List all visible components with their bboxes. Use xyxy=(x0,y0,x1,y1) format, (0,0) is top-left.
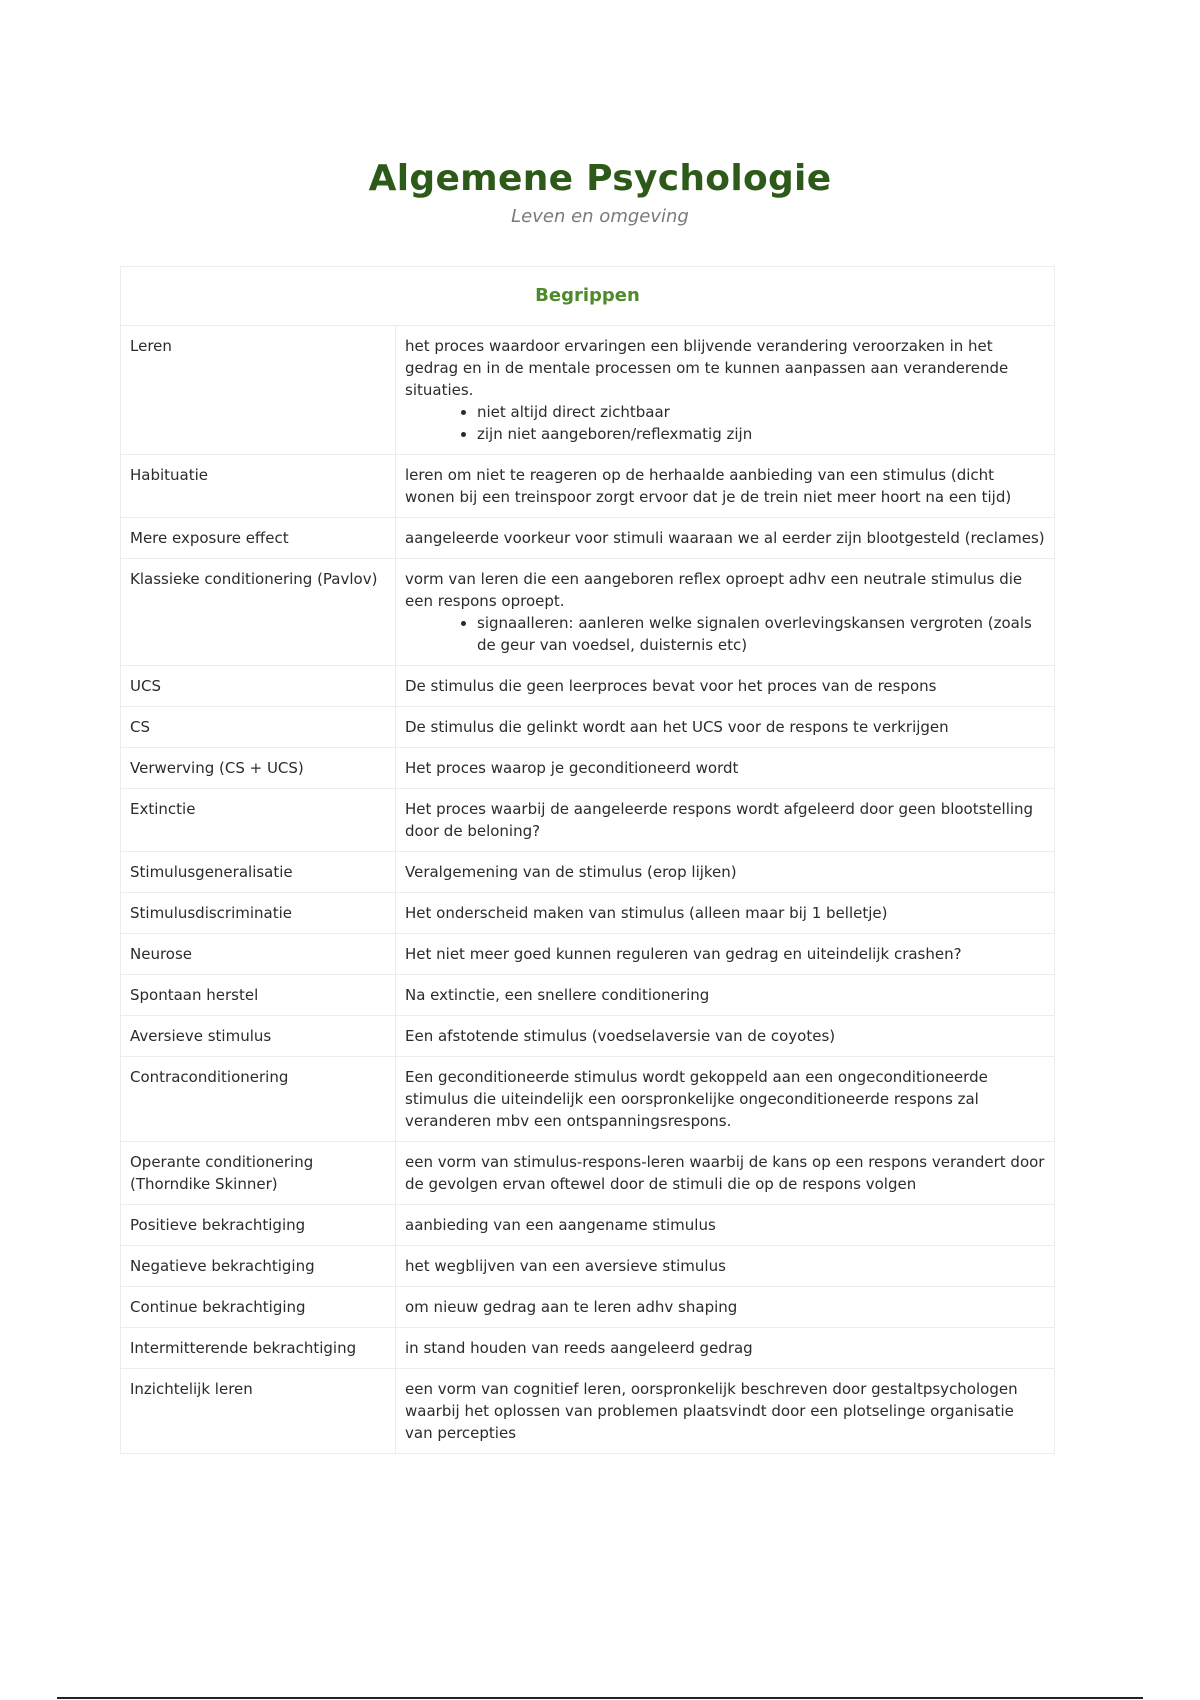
definition-cell xyxy=(396,975,1055,1016)
term-cell: Klassieke conditionering (Pavlov) xyxy=(121,559,396,666)
table-row xyxy=(121,1205,1055,1246)
term-cell: Negatieve bekrachtiging xyxy=(121,1246,396,1287)
term-cell: Leren xyxy=(121,326,396,455)
definition-text: De stimulus die geen leerproces bevat voor het proces van de respons xyxy=(405,677,937,695)
term-cell: Neurose xyxy=(121,934,396,975)
definition-text: Het niet meer goed kunnen reguleren van gedrag en uiteindelijk crashen? xyxy=(405,945,962,963)
definition-text: Het proces waarbij de aangeleerde respons wordt afgeleerd door geen blootstelling door de beloning? xyxy=(405,800,1034,840)
definition-text: het proces waardoor ervaringen een blijvende verandering veroorzaken in het gedrag en in de mentale processen om te kunnen aanpassen aan veranderende situaties. xyxy=(405,337,1009,399)
definition-text: Veralgemening van de stimulus (erop lijken) xyxy=(405,863,737,881)
definition-text: vorm van leren die een aangeboren reflex oproept adhv een neutrale stimulus die een respons oproept. xyxy=(405,570,1023,610)
table-row xyxy=(121,707,1055,748)
bullet-item: • zijn niet aangeboren/reflexmatig zijn xyxy=(477,423,1045,445)
table-row xyxy=(121,893,1055,934)
definition-cell xyxy=(396,666,1055,707)
definition-cell xyxy=(396,852,1055,893)
definition-text: Na extinctie, een snellere conditionering xyxy=(405,986,710,1004)
definition-text: Het onderscheid maken van stimulus (alleen maar bij 1 belletje) xyxy=(405,904,888,922)
definition-cell xyxy=(396,1246,1055,1287)
term-cell: Inzichtelijk leren xyxy=(121,1369,396,1454)
definition-cell xyxy=(396,1287,1055,1328)
term-cell: Extinctie xyxy=(121,789,396,852)
definition-cell xyxy=(396,1142,1055,1205)
table-row xyxy=(121,934,1055,975)
term-cell: CS xyxy=(121,707,396,748)
table-row xyxy=(121,748,1055,789)
term-cell: Positieve bekrachtiging xyxy=(121,1205,396,1246)
term-cell: Habituatie xyxy=(121,455,396,518)
term-cell: Verwerving (CS + UCS) xyxy=(121,748,396,789)
term-cell: Intermitterende bekrachtiging xyxy=(121,1328,396,1369)
table-row xyxy=(121,666,1055,707)
bullet-item: • signaalleren: aanleren welke signalen overlevingskansen vergroten (zoals de geur van voedsel, duisternis etc) xyxy=(477,612,1045,656)
bottom-divider xyxy=(57,1697,1143,1699)
page-subtitle: Leven en omgeving xyxy=(511,206,689,227)
definition-cell xyxy=(396,1328,1055,1369)
table-row xyxy=(121,789,1055,852)
table-row xyxy=(121,1057,1055,1142)
term-cell: Operante conditionering (Thorndike Skinner) xyxy=(121,1142,396,1205)
table-row xyxy=(121,326,1055,455)
definition-cell xyxy=(396,789,1055,852)
definition-cell xyxy=(396,1205,1055,1246)
term-cell: Stimulusdiscriminatie xyxy=(121,893,396,934)
definition-cell xyxy=(396,893,1055,934)
term-cell: Mere exposure effect xyxy=(121,518,396,559)
definition-text: het wegblijven van een aversieve stimulus xyxy=(405,1257,726,1275)
table-row xyxy=(121,518,1055,559)
page-title: Algemene Psychologie xyxy=(368,158,832,199)
definition-text: Een afstotende stimulus (voedselaversie van de coyotes) xyxy=(405,1027,836,1045)
definition-cell xyxy=(396,707,1055,748)
table-row xyxy=(121,455,1055,518)
definition-cell xyxy=(396,934,1055,975)
definition-text: om nieuw gedrag aan te leren adhv shaping xyxy=(405,1298,738,1316)
definition-text: aanbieding van een aangename stimulus xyxy=(405,1216,716,1234)
definition-text: Het proces waarop je geconditioneerd wordt xyxy=(405,759,739,777)
term-cell: Spontaan herstel xyxy=(121,975,396,1016)
definition-text: aangeleerde voorkeur voor stimuli waaraan we al eerder zijn blootgesteld (reclames) xyxy=(405,529,1045,547)
definition-text: een vorm van stimulus-respons-leren waarbij de kans op een respons verandert door de gevolgen ervan oftewel door de stimuli die op de respons volgen xyxy=(405,1153,1045,1193)
table-row xyxy=(121,852,1055,893)
definition-bullets xyxy=(405,401,1045,445)
definition-bullets xyxy=(405,612,1045,656)
definition-cell xyxy=(396,1016,1055,1057)
definition-text: een vorm van cognitief leren, oorspronkelijk beschreven door gestaltpsychologen waarbij het oplossen van problemen plaatsvindt door een plotselinge organisatie van percepties xyxy=(405,1380,1018,1442)
table-row xyxy=(121,559,1055,666)
terms-table xyxy=(120,266,1055,1454)
table-row xyxy=(121,1016,1055,1057)
definition-cell xyxy=(396,1369,1055,1454)
table-header-row xyxy=(121,267,1055,326)
table-row xyxy=(121,1328,1055,1369)
term-cell: Aversieve stimulus xyxy=(121,1016,396,1057)
table-row xyxy=(121,975,1055,1016)
definition-text: De stimulus die gelinkt wordt aan het UCS voor de respons te verkrijgen xyxy=(405,718,949,736)
table-row xyxy=(121,1287,1055,1328)
table-row xyxy=(121,1246,1055,1287)
definition-text: in stand houden van reeds aangeleerd gedrag xyxy=(405,1339,753,1357)
definition-cell xyxy=(396,455,1055,518)
term-cell: Stimulusgeneralisatie xyxy=(121,852,396,893)
term-cell: Continue bekrachtiging xyxy=(121,1287,396,1328)
definition-cell xyxy=(396,326,1055,455)
definition-cell xyxy=(396,518,1055,559)
definition-cell xyxy=(396,1057,1055,1142)
definition-cell xyxy=(396,559,1055,666)
table-row xyxy=(121,1369,1055,1454)
definition-text: Een geconditioneerde stimulus wordt gekoppeld aan een ongeconditioneerde stimulus die uiteindelijk een oorspronkelijke ongeconditioneerde respons zal veranderen mbv een ontspanningsrespons. xyxy=(405,1068,988,1130)
term-cell: UCS xyxy=(121,666,396,707)
table-header: Begrippen xyxy=(121,267,1055,326)
definition-text: leren om niet te reageren op de herhaalde aanbieding van een stimulus (dicht wonen bij een treinspoor zorgt ervoor dat je de trein niet meer hoort na een tijd) xyxy=(405,466,1012,506)
definition-cell xyxy=(396,748,1055,789)
bullet-item: • niet altijd direct zichtbaar xyxy=(477,401,1045,423)
table-row xyxy=(121,1142,1055,1205)
term-cell: Contraconditionering xyxy=(121,1057,396,1142)
